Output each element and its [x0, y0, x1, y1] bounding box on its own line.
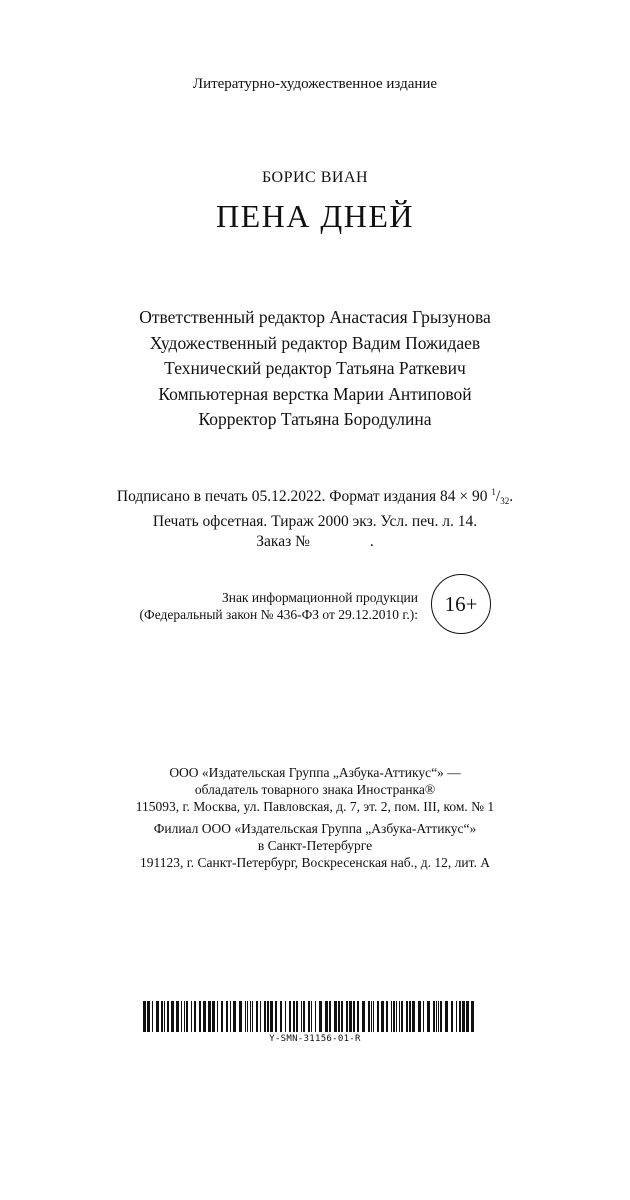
order-line [0, 532, 630, 553]
age-rating-badge [431, 574, 491, 634]
genre-line: Литературно-художественное издание [192, 76, 438, 92]
format-denominator: 32 [500, 496, 510, 506]
book-title: ПЕНА ДНЕЙ [216, 198, 414, 234]
age-rating-label-line-2: (Федеральный закон № 436-ФЗ от 29.12.2010 г.): [139, 607, 418, 622]
imprint-line-2: Печать офсетная. Тираж 2000 экз. Усл. печ. л. 14. [152, 512, 478, 530]
publisher-address: 115093, г. Москва, ул. Павловская, д. 7, эт. 2, пом. III, ком. № 1 [135, 799, 495, 814]
publisher-line: обладатель товарного знака Иностранка® [194, 782, 436, 797]
author-name: БОРИС ВИАН [261, 169, 369, 186]
branch-line: Филиал ООО «Издательская Группа „Азбука-Аттикус“» [153, 821, 477, 836]
format-slash: / [495, 488, 501, 505]
branch-address: 191123, г. Санкт-Петербург, Воскресенская наб., д. 12, лит. А [140, 855, 490, 870]
barcode-code: Y-SMN-31156-01-R [269, 1034, 361, 1044]
publisher-line: ООО «Издательская Группа „Азбука-Аттикус“» — [169, 765, 461, 780]
age-rating-label [100, 589, 418, 623]
credit-line: Ответственный редактор Анастасия Грызунова [139, 307, 491, 327]
format-numerator: 1 [491, 487, 496, 497]
barcode [143, 1001, 477, 1032]
branch-line: в Санкт-Петербурге [257, 838, 373, 853]
imprint-line-1-end: . [509, 488, 514, 505]
credit-line: Технический редактор Татьяна Раткевич [164, 358, 466, 378]
age-rating-label-line-1: Знак информационной продукции [221, 590, 418, 605]
credits-block [0, 305, 630, 433]
imprint-print-date-format: Подписано в печать 05.12.2022. Формат издания 84 × 90 [116, 488, 492, 505]
credit-line: Корректор Татьяна Бородулина [198, 409, 432, 429]
order-label: Заказ № [256, 533, 310, 550]
credit-line: Художественный редактор Вадим Пожидаев [149, 332, 481, 353]
publisher-block [0, 764, 630, 871]
imprint-block [0, 482, 630, 553]
order-end: . [369, 533, 374, 550]
age-rating-value: 16+ [444, 591, 478, 616]
credit-line: Компьютерная верстка Марии Антиповой [158, 383, 472, 404]
imprint-line-1 [0, 482, 630, 512]
